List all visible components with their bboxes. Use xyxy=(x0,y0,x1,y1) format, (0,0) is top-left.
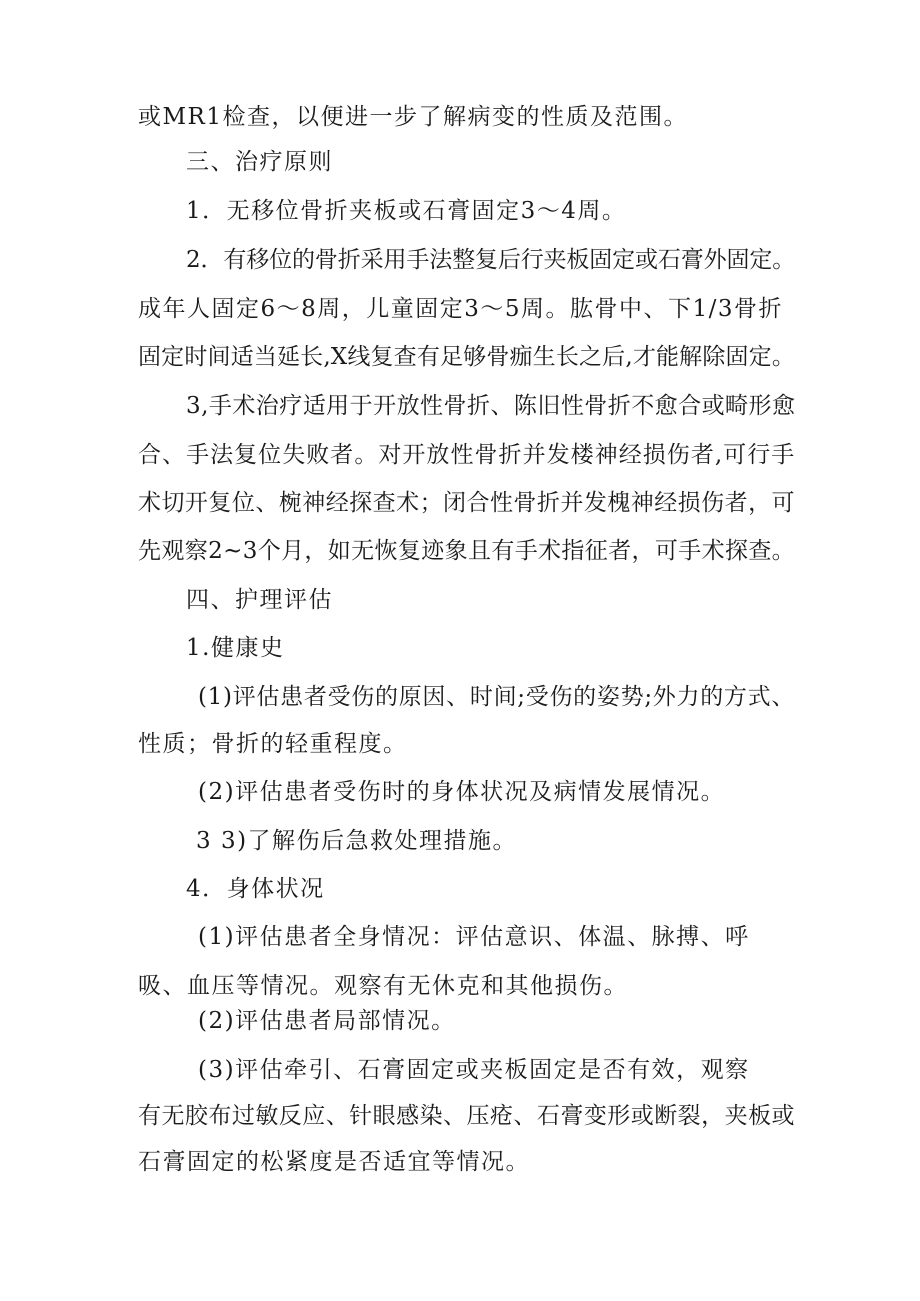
text-line-1: 或MR1检查，以便进一步了解病变的性质及范围。 xyxy=(138,104,689,130)
subheading-health-history: 1.健康史 xyxy=(186,635,285,661)
text-line-22: 有无胶布过敏反应、针眼感染、压疮、石膏变形或断裂，夹板或 xyxy=(138,1103,795,1129)
text-line-23: 石膏固定的松紧度是否适宜等情况。 xyxy=(138,1149,530,1175)
text-line-18: (1)评估患者全身情况：评估意识、体温、脉搏、呼 xyxy=(198,924,750,950)
subheading-physical-status: 4．身体状况 xyxy=(186,876,325,902)
text-line-15: (2)评估患者受伤时的身体状况及病情发展情况。 xyxy=(198,779,726,805)
text-line-21: (3)评估牵引、石膏固定或夹板固定是否有效，观察 xyxy=(198,1057,750,1083)
section-heading-nursing-assessment: 四、护理评估 xyxy=(186,587,333,613)
text-line-20: (2)评估患者局部情况。 xyxy=(198,1008,456,1034)
text-line-19: 吸、血压等情况。观察有无休克和其他损伤。 xyxy=(138,973,628,999)
text-line-14: 性质；骨折的轻重程度。 xyxy=(138,731,408,757)
text-line-4: 2．有移位的骨折采用手法整复后行夹板固定或石膏外固定。 xyxy=(186,247,796,273)
section-heading-treatment: 三、治疗原则 xyxy=(186,149,333,175)
text-line-7: 3,手术治疗适用于开放性骨折、陈旧性骨折不愈合或畸形愈 xyxy=(186,393,796,419)
text-line-10: 先观察2~3个月，如无恢复迹象且有手术指征者，可手术探查。 xyxy=(138,538,796,564)
text-line-9: 术切开复位、椀神经探查术；闭合性骨折并发槐神经损伤者，可 xyxy=(138,490,795,516)
text-line-16: 3 3)了解伤后急救处理措施。 xyxy=(196,828,518,854)
text-line-6: 固定时间适当延长,X线复查有足够骨痂生长之后,才能解除固定。 xyxy=(138,344,795,370)
text-line-13: (1)评估患者受伤的原因、时间;受伤的姿势;外力的方式、 xyxy=(198,684,796,710)
text-line-8: 合、手法复位失败者。对开放性骨折并发楼神经损伤者,可行手 xyxy=(138,442,796,468)
text-line-3: 1．无移位骨折夹板或石膏固定3～4周。 xyxy=(186,198,627,224)
text-line-5: 成年人固定6～8周，儿童固定3～5周。肱骨中、下1/3骨折 xyxy=(138,296,784,322)
